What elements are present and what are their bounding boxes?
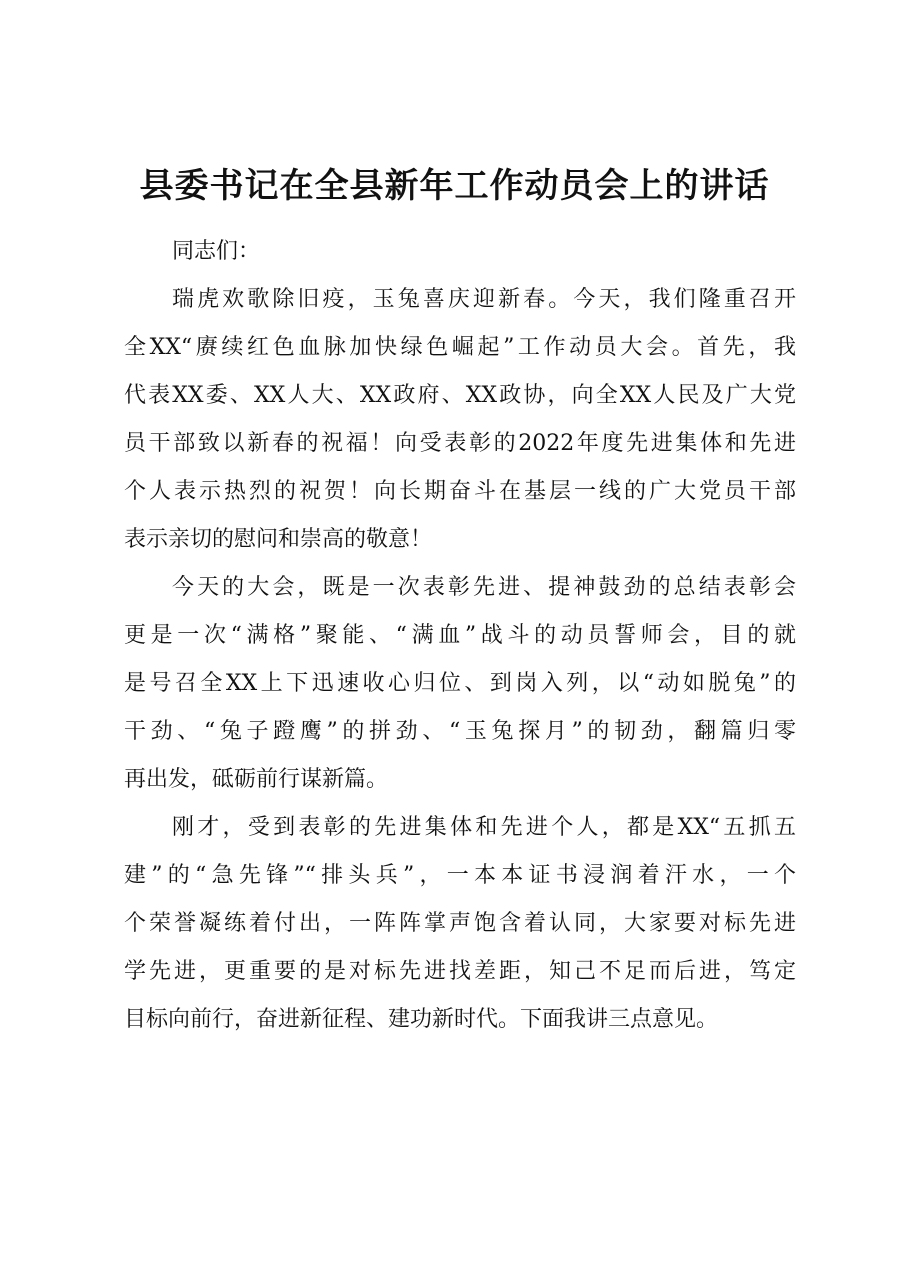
paragraph-line: 干劲、“兔子蹬鹰”的拼劲、“玉兔探月”的韧劲，翻篇归零	[124, 719, 796, 744]
paragraph-1	[124, 276, 796, 564]
paragraph-line: 学先进，更重要的是对标先进找差距，知己不足而后进，笃定	[124, 959, 796, 984]
paragraph-line: 代表XX委、XX人大、XX政府、XX政协，向全XX人民及广大党	[124, 383, 796, 408]
paragraph-line: 目标向前行，奋进新征程、建功新时代。下面我讲三点意见。	[124, 1007, 719, 1032]
paragraph-line: 全XX“赓续红色血脉加快绿色崛起”工作动员大会。首先，我	[124, 335, 796, 360]
paragraph-line: 更是一次“满格”聚能、“满血”战斗的动员誓师会，目的就	[124, 623, 796, 648]
paragraph-line: 瑞虎欢歌除旧疫，玉兔喜庆迎新春。今天，我们隆重召开	[172, 287, 796, 312]
paragraph-line: 建”的“急先锋”“排头兵”，一本本证书浸润着汗水，一个	[124, 863, 796, 888]
paragraph-2	[124, 564, 796, 804]
paragraph-line: 是号召全XX上下迅速收心归位、到岗入列，以“动如脱兔”的	[124, 671, 796, 696]
paragraph-3	[124, 804, 796, 1044]
paragraph-line: 个人表示热烈的祝贺！向长期奋斗在基层一线的广大党员干部	[124, 479, 796, 504]
paragraph-line: 刚才，受到表彰的先进集体和先进个人，都是XX“五抓五	[172, 815, 796, 840]
document-body	[124, 228, 796, 1044]
paragraph-line: 再出发，砥砺前行谋新篇。	[124, 767, 389, 792]
document-title: 县委书记在全县新年工作动员会上的讲话	[139, 166, 770, 206]
paragraph-line: 员干部致以新春的祝福！向受表彰的2022年度先进集体和先进	[124, 431, 796, 456]
paragraph-line: 表示亲切的慰问和崇高的敬意！	[124, 527, 433, 552]
paragraph-line: 个荣誉凝练着付出，一阵阵掌声饱含着认同，大家要对标先进	[124, 911, 796, 936]
paragraph-line: 今天的大会，既是一次表彰先进、提神鼓劲的总结表彰会	[172, 575, 796, 600]
salutation: 同志们：	[172, 239, 261, 264]
